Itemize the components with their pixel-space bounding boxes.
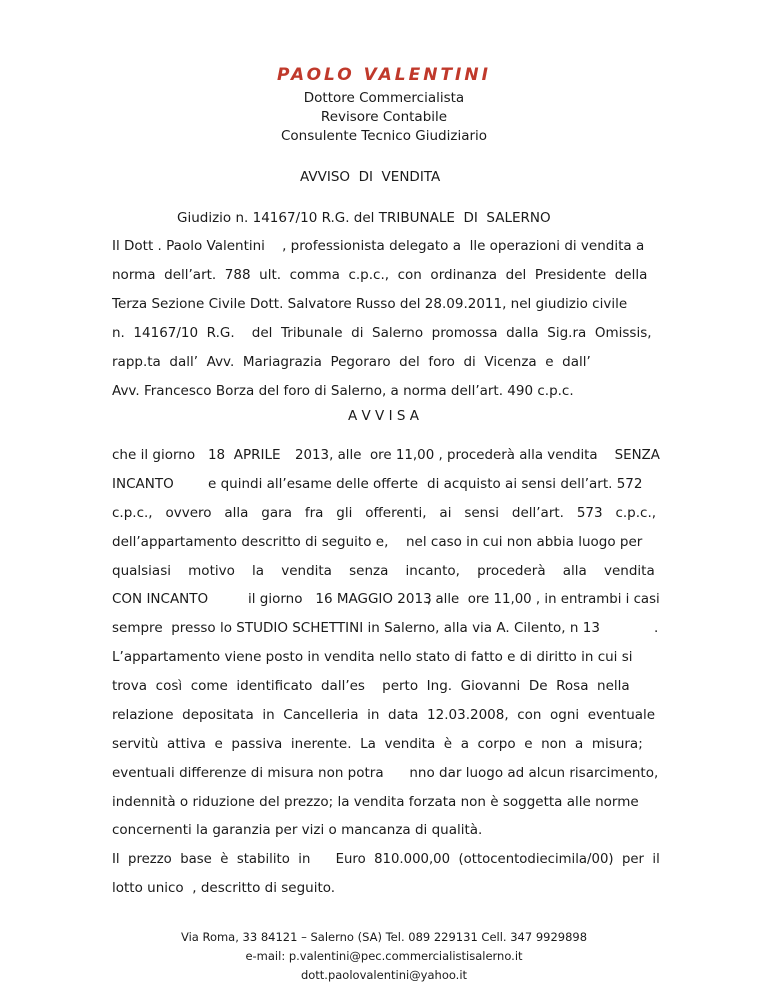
paragraph-line: sempre presso lo STUDIO SCHETTINI in Salerno, alla via A. Cilento, n 13 — [112, 620, 600, 636]
case-reference: Giudizio n. 14167/10 R.G. del TRIBUNALE DI SALERNO — [177, 210, 551, 226]
paragraph-line: nel caso in cui non abbia luogo per — [406, 534, 643, 550]
paragraph-line: INCANTO — [112, 476, 174, 492]
paragraph-line: . — [654, 620, 659, 636]
paragraph-line: relazione depositata in Cancelleria in data 12.03.2008, con ogni eventuale — [112, 707, 656, 723]
paragraph-line: eventuali differenze di misura non potra nno dar luogo ad alcun risarcimento, — [112, 765, 659, 781]
paragraph-line: Terza Sezione Civile Dott. Salvatore Russo del 28.09.2011, nel giudizio civile — [112, 296, 628, 312]
paragraph-line: servitù attiva e passiva inerente. La vendita è a corpo e non a misura; — [112, 736, 643, 752]
avvisa-heading: A V V I S A — [348, 408, 419, 424]
paragraph-line: trova così come identificato dall’es perto Ing. Giovanni De Rosa nella — [112, 678, 630, 694]
paragraph-line: L’appartamento viene posto in vendita nello stato di fatto e di diritto in cui si — [112, 649, 633, 665]
paragraph-line: n. 14167/10 R.G. del Tribunale di Salerno promossa dalla Sig.ra Omissis, — [112, 325, 652, 341]
paragraph-line: Il prezzo base è stabilito in Euro 810.000,00 (ottocentodiecimila/00) per il — [112, 851, 660, 867]
footer-email: e-mail: p.valentini@pec.commercialistisalerno.it — [245, 949, 523, 963]
footer-email-secondary: dott.paolovalentini@yahoo.it — [300, 968, 468, 982]
paragraph-line: il giorno 16 MAGGIO 2013 — [248, 591, 432, 607]
paragraph-line: di acquisto ai sensi dell’art. 572 — [427, 476, 643, 492]
author-title-1: Dottore Commercialista — [303, 90, 465, 106]
paragraph-line: rapp.ta dall’ Avv. Mariagrazia Pegoraro del foro di Vicenza e dall’ — [112, 354, 591, 370]
paragraph-line: c.p.c., ovvero alla gara fra gli offerenti, ai sensi dell’art. 573 c.p.c., — [112, 505, 657, 521]
paragraph-line: Il Dott . Paolo Valentini , professionista delegato a lle operazioni di vendita a — [112, 238, 645, 254]
paragraph-line: e quindi all’esame delle offerte — [208, 476, 419, 492]
paragraph-line: concernenti la garanzia per vizi o mancanza di qualità. — [112, 822, 483, 838]
footer-address: Via Roma, 33 84121 – Salerno (SA) Tel. 089 229131 Cell. 347 9929898 — [180, 930, 588, 944]
paragraph-line: lotto unico , descritto di seguito. — [112, 880, 336, 896]
author-name: PAOLO VALENTINI — [277, 65, 491, 85]
author-title-2: Revisore Contabile — [320, 109, 448, 125]
paragraph-line: indennità o riduzione del prezzo; la vendita forzata non è soggetta alle norme — [112, 794, 639, 810]
paragraph-line: 2013, alle ore 11,00 , procederà alla vendita SENZA — [295, 447, 660, 463]
paragraph-line: che il giorno 18 APRILE — [112, 447, 281, 463]
paragraph-line: , alle ore 11,00 , in entrambi i casi — [427, 591, 660, 607]
document-title: AVVISO DI VENDITA — [300, 169, 441, 185]
paragraph-line: norma dell’art. 788 ult. comma c.p.c., con ordinanza del Presidente della — [112, 267, 648, 283]
paragraph-line: qualsiasi motivo la vendita senza incanto, procederà alla vendita — [112, 563, 655, 579]
paragraph-line: CON INCANTO — [112, 591, 209, 607]
paragraph-line: dell’appartamento descritto di seguito e, — [112, 534, 389, 550]
paragraph-line: Avv. Francesco Borza del foro di Salerno, a norma dell’art. 490 c.p.c. — [112, 383, 574, 399]
author-title-3: Consulente Tecnico Giudiziario — [280, 128, 488, 144]
